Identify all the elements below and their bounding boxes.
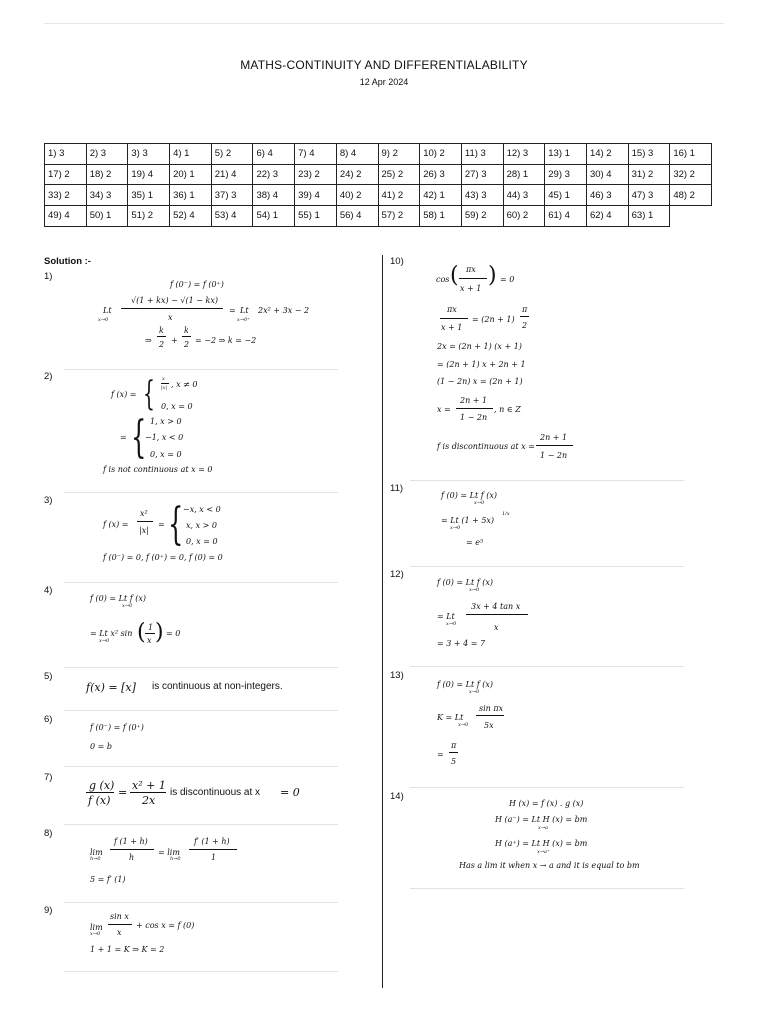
sol10-den4: 1 − 2n — [540, 451, 568, 460]
sol5-expr: f(x) = [x] — [86, 681, 136, 694]
sol13-k: K = Lt — [437, 713, 464, 722]
sol2-piece2: −1, x < 0 — [145, 433, 184, 442]
answer-cell: 35) 1 — [128, 185, 170, 206]
answer-cell: 62) 4 — [586, 206, 628, 227]
sol4-sub1: x→0 — [122, 603, 133, 609]
sol9-lim: lim — [90, 923, 103, 932]
answer-cell: 8) 4 — [336, 144, 378, 165]
sol13-den: 5x — [484, 721, 494, 730]
sol3-piece1: −x, x < 0 — [183, 505, 221, 514]
solution-separator — [64, 766, 338, 767]
sol2-case2: 0, x = 0 — [161, 402, 193, 411]
answer-cell: 6) 4 — [253, 144, 295, 165]
sol14-line2: H (a⁻) = Lt H (x) = bm — [495, 815, 588, 824]
solution-separator — [64, 667, 338, 668]
answer-cell: 24) 2 — [336, 164, 378, 185]
sol13-bar2 — [449, 752, 458, 753]
solution-separator — [64, 824, 338, 825]
solution-separator — [410, 480, 684, 481]
answer-cell: 53) 4 — [211, 206, 253, 227]
question-label: 13) — [390, 670, 404, 681]
sol10-bar4 — [456, 408, 493, 409]
answer-cell: 38) 4 — [253, 185, 295, 206]
sol1-rhs: 2x² + 3x − 2 — [258, 306, 310, 315]
sol10-lparen: ( — [450, 263, 459, 288]
answer-cell: 9) 2 — [378, 144, 420, 165]
sol2-fx: f (x) = — [111, 390, 137, 399]
sol1-denominator: x — [168, 313, 173, 322]
sol9-num: sin x — [110, 912, 129, 921]
sol7-den2: 2x — [142, 794, 156, 807]
sol13-five: 5 — [451, 757, 457, 766]
answer-cell: 5) 2 — [211, 144, 253, 165]
sol7-bar2 — [130, 792, 166, 793]
sol9-rest: + cos x = f (0) — [136, 921, 195, 930]
sol4-line2: = Lt x² sin — [90, 629, 133, 638]
sol12-sub2: x→0 — [446, 621, 457, 627]
sol4-lparen: ( — [137, 620, 146, 645]
answer-cell: 7) 4 — [295, 144, 337, 165]
sol12-sub1: x→0 — [469, 587, 480, 593]
answer-key-table — [44, 143, 712, 227]
answer-cell: 51) 2 — [128, 206, 170, 227]
sol10-bar5 — [536, 445, 573, 446]
sol7-tail: = 0 — [280, 786, 300, 799]
sol2-xd: |x| — [161, 385, 168, 391]
sol10-num4: 2n + 1 — [540, 433, 568, 442]
sol1-plus: + — [171, 336, 178, 345]
answer-cell: 3) 3 — [128, 144, 170, 165]
solution-heading: Solution :- — [44, 256, 91, 267]
solution-separator — [64, 902, 338, 903]
answer-cell: 40) 2 — [336, 185, 378, 206]
sol3-values: f (0⁻) = 0, f (0⁺) = 0, f (0) = 0 — [103, 553, 223, 562]
sol3-den: |x| — [139, 526, 149, 535]
question-label: 3) — [44, 495, 53, 506]
solution-separator — [410, 666, 684, 667]
sol13-eq: = — [437, 750, 444, 759]
answer-cell: 25) 2 — [378, 164, 420, 185]
answer-row — [45, 185, 712, 206]
sol3-piece2: x, x > 0 — [186, 521, 217, 530]
answer-cell: 29) 3 — [545, 164, 587, 185]
sol5-text: is continuous at non-integers. — [152, 681, 283, 692]
sol4-bar — [145, 633, 155, 634]
sol12-line1: f (0) = Lt f (x) — [437, 578, 493, 587]
answer-cell: 16) 1 — [670, 144, 712, 165]
sol14-line1: H (x) = f (x) . g (x) — [509, 799, 584, 808]
answer-cell — [670, 206, 712, 227]
sol1-k2: k — [184, 326, 189, 335]
sol7-bar1 — [86, 792, 114, 793]
answer-cell: 17) 2 — [45, 164, 87, 185]
answer-cell: 27) 3 — [461, 164, 503, 185]
sol10-line4: = (2n + 1) x + 2n + 1 — [437, 360, 526, 369]
sol1-line1: f (0⁻) = f (0⁺) — [170, 280, 224, 289]
answer-cell: 13) 1 — [545, 144, 587, 165]
sol10-line5: (1 − 2n) x = (2n + 1) — [437, 377, 523, 386]
sol3-fx: f (x) = — [103, 520, 129, 529]
answer-cell: 63) 1 — [628, 206, 670, 227]
sol9-line2: 1 + 1 = K ⇒ K = 2 — [90, 945, 165, 954]
answer-cell: 30) 4 — [586, 164, 628, 185]
question-label: 1) — [44, 271, 53, 282]
sol2-brace2: { — [131, 412, 147, 463]
sol3-piece3: 0, x = 0 — [186, 537, 218, 546]
answer-cell: 26) 3 — [420, 164, 462, 185]
sol8-eq: = lim — [158, 848, 180, 857]
sol10-bar2 — [440, 318, 468, 319]
answer-cell: 52) 4 — [170, 206, 212, 227]
answer-cell: 19) 4 — [128, 164, 170, 185]
sol11-line2: = Lt (1 + 5x) — [441, 516, 495, 525]
sol10-eq0: = 0 — [500, 275, 515, 284]
sol1-implies: ⇒ — [145, 336, 152, 345]
question-label: 8) — [44, 828, 53, 839]
sol2-brace1: { — [143, 374, 155, 414]
answer-cell: 60) 2 — [503, 206, 545, 227]
sol1-two1: 2 — [159, 340, 165, 349]
answer-cell: 2) 3 — [86, 144, 128, 165]
sol7-num2: x² + 1 — [132, 779, 166, 792]
sol2-bar — [161, 383, 169, 384]
sol10-xeq: x = — [437, 405, 451, 414]
answer-cell: 21) 4 — [211, 164, 253, 185]
sol1-lt2: Lt — [240, 306, 249, 315]
sol9-bar — [108, 924, 132, 925]
answer-row — [45, 206, 712, 227]
sol4-x: x — [147, 636, 152, 645]
sol1-bar-k2 — [182, 336, 191, 337]
question-label: 7) — [44, 772, 53, 783]
sol11-line3: = e⁵ — [466, 538, 484, 547]
sol10-den3: 1 − 2n — [460, 413, 488, 422]
sol13-bar — [476, 715, 504, 716]
answer-cell: 31) 2 — [628, 164, 670, 185]
answer-cell: 4) 1 — [170, 144, 212, 165]
sol4-eq0: = 0 — [166, 629, 181, 638]
question-label: 5) — [44, 671, 53, 682]
sol4-line1: f (0) = Lt f (x) — [90, 594, 146, 603]
sol12-lt: = Lt — [437, 612, 455, 621]
sol1-numerator: √(1 + kx) − √(1 − kx) — [131, 296, 218, 305]
sol3-num: x² — [140, 509, 148, 518]
answer-cell: 11) 3 — [461, 144, 503, 165]
sol10-line3: 2x = (2n + 1) (x + 1) — [437, 342, 522, 351]
question-label: 12) — [390, 569, 404, 580]
sol13-line1: f (0) = Lt f (x) — [437, 680, 493, 689]
sol13-sub1: x→0 — [469, 689, 480, 695]
answer-cell: 18) 2 — [86, 164, 128, 185]
sol10-mid: = (2n + 1) — [472, 315, 515, 324]
answer-cell: 39) 4 — [295, 185, 337, 206]
answer-cell: 61) 4 — [545, 206, 587, 227]
sol14-line4: Has a lim it when x → a and it is equal to bm — [459, 861, 640, 870]
sol10-bar3 — [520, 316, 529, 317]
answer-cell: 54) 1 — [253, 206, 295, 227]
question-label: 2) — [44, 371, 53, 382]
sol1-lt: Lt — [103, 306, 112, 315]
sol11-exp: 1/x — [502, 511, 510, 517]
sol12-bar — [466, 614, 528, 615]
sol11-sub1: x→0 — [474, 500, 485, 506]
sol8-sub2: h→0 — [170, 856, 181, 862]
answer-cell: 49) 4 — [45, 206, 87, 227]
sol10-den1: x + 1 — [460, 284, 482, 293]
sol13-pi: π — [451, 741, 457, 750]
question-label: 14) — [390, 791, 404, 802]
sol2-piece1: 1, x > 0 — [150, 417, 182, 426]
answer-cell: 33) 2 — [45, 185, 87, 206]
page-date: 12 Apr 2024 — [359, 77, 409, 87]
answer-cell: 46) 3 — [586, 185, 628, 206]
sol8-den2: 1 — [211, 853, 217, 862]
sol1-result: = −2 ⇒ k = −2 — [195, 336, 257, 345]
solution-separator — [64, 492, 338, 493]
answer-cell: 14) 2 — [586, 144, 628, 165]
sol1-two2: 2 — [184, 340, 190, 349]
solution-separator — [64, 710, 338, 711]
answer-row — [45, 144, 712, 165]
answer-row — [45, 164, 712, 185]
sol8-bar2 — [189, 849, 237, 850]
answer-cell: 58) 1 — [420, 206, 462, 227]
sol10-bar1 — [459, 278, 487, 279]
sol7-eq: = — [118, 786, 128, 799]
question-label: 6) — [44, 714, 53, 725]
sol2-eq: = — [120, 433, 127, 442]
sol14-sub1: x→a — [538, 825, 548, 831]
answer-cell: 42) 1 — [420, 185, 462, 206]
solution-separator — [64, 582, 338, 583]
sol1-limit-sub: x→0 — [98, 317, 109, 323]
answer-cell: 43) 3 — [461, 185, 503, 206]
solution-separator — [410, 787, 684, 788]
sol1-bar-k1 — [157, 336, 166, 337]
sol13-num: sin πx — [479, 704, 504, 713]
answer-cell: 59) 2 — [461, 206, 503, 227]
sol10-pi: π — [522, 305, 528, 314]
answer-cell: 10) 2 — [420, 144, 462, 165]
answer-cell: 32) 2 — [670, 164, 712, 185]
sol8-sub1: h→0 — [90, 856, 101, 862]
solution-separator — [64, 369, 338, 370]
answer-cell: 45) 1 — [545, 185, 587, 206]
sol10-cos: cos — [436, 275, 450, 284]
sol9-sub: x→0 — [90, 931, 101, 937]
sol4-sub2: x→0 — [99, 638, 110, 644]
sol1-k1: k — [159, 326, 164, 335]
sol3-bar — [137, 521, 153, 522]
question-label: 4) — [44, 585, 53, 596]
answer-cell: 37) 3 — [211, 185, 253, 206]
answer-cell: 50) 1 — [86, 206, 128, 227]
sol9-den: x — [117, 928, 122, 937]
sol10-two: 2 — [522, 321, 528, 330]
sol6-line1: f (0⁻) = f (0⁺) — [90, 723, 144, 732]
sol3-eq: = — [158, 520, 165, 529]
answer-cell: 57) 2 — [378, 206, 420, 227]
answer-cell: 36) 1 — [170, 185, 212, 206]
sol10-rparen: ) — [488, 263, 497, 288]
sol14-line3: H (a⁺) = Lt H (x) = bm — [495, 839, 588, 848]
sol2-xn: x — [162, 376, 165, 382]
sol11-line1: f (0) = Lt f (x) — [441, 491, 497, 500]
answer-cell: 55) 1 — [295, 206, 337, 227]
sol14-sub2: x→a⁺ — [537, 849, 550, 855]
solution-separator — [410, 566, 684, 567]
answer-cell: 12) 3 — [503, 144, 545, 165]
answer-cell: 44) 3 — [503, 185, 545, 206]
sol4-rparen: ) — [155, 620, 164, 645]
sol10-num2: πx — [447, 305, 457, 314]
sol2-note: f is not continuous at x = 0 — [103, 465, 213, 474]
sol10-den2: x + 1 — [441, 323, 463, 332]
sol8-num1: f (1 + h) — [114, 837, 148, 846]
sol1-eq: = — [229, 306, 236, 315]
sol8-line2: 5 = f′ (1) — [90, 875, 126, 884]
sol12-den: x — [494, 623, 499, 632]
sol8-num2: f′ (1 + h) — [194, 837, 230, 846]
question-label: 10) — [390, 256, 404, 267]
sol11-sub2: x→0 — [450, 525, 461, 531]
answer-cell: 23) 2 — [295, 164, 337, 185]
answer-cell: 47) 3 — [628, 185, 670, 206]
sol8-den1: h — [129, 853, 135, 862]
answer-cell: 48) 2 — [670, 185, 712, 206]
sol12-line3: = 3 + 4 = 7 — [437, 639, 486, 648]
answer-cell: 22) 3 — [253, 164, 295, 185]
sol7-text: is discontinuous at x — [170, 787, 261, 798]
sol8-lim1: lim — [90, 848, 103, 857]
sol2-piece3: 0, x = 0 — [150, 450, 182, 459]
sol10-num3: 2n + 1 — [460, 396, 488, 405]
sol6-line2: 0 = b — [90, 742, 112, 751]
answer-cell: 15) 3 — [628, 144, 670, 165]
answer-cell: 34) 3 — [86, 185, 128, 206]
sol10-nz: , n ∈ Z — [494, 405, 521, 414]
sol1-limit-sub2: x→0⁺ — [237, 317, 250, 323]
page-title: MATHS-CONTINUITY AND DIFFERENTIALABILITY — [240, 58, 528, 72]
sol10-num1: πx — [466, 265, 476, 274]
question-label: 11) — [390, 483, 404, 494]
column-divider — [382, 255, 383, 988]
sol4-one: 1 — [148, 623, 154, 632]
sol7-den1: f (x) — [88, 794, 111, 807]
sol3-brace: { — [168, 499, 184, 550]
sol12-num: 3x + 4 tan x — [471, 602, 521, 611]
sol2-case1: , x ≠ 0 — [171, 380, 198, 389]
answer-cell: 28) 1 — [503, 164, 545, 185]
sol7-num1: g (x) — [89, 779, 115, 792]
solution-separator — [410, 888, 684, 889]
solution-separator — [64, 971, 338, 972]
sol8-bar1 — [110, 849, 154, 850]
answer-cell: 56) 4 — [336, 206, 378, 227]
sol13-sub2: x→0 — [458, 722, 469, 728]
answer-cell: 20) 1 — [170, 164, 212, 185]
answer-cell: 1) 3 — [45, 144, 87, 165]
sol10-disc: f is discontinuous at x = — [437, 442, 535, 451]
answer-cell: 41) 2 — [378, 185, 420, 206]
question-label: 9) — [44, 905, 53, 916]
top-rule — [44, 23, 724, 24]
sol1-fraction-bar — [121, 308, 223, 309]
